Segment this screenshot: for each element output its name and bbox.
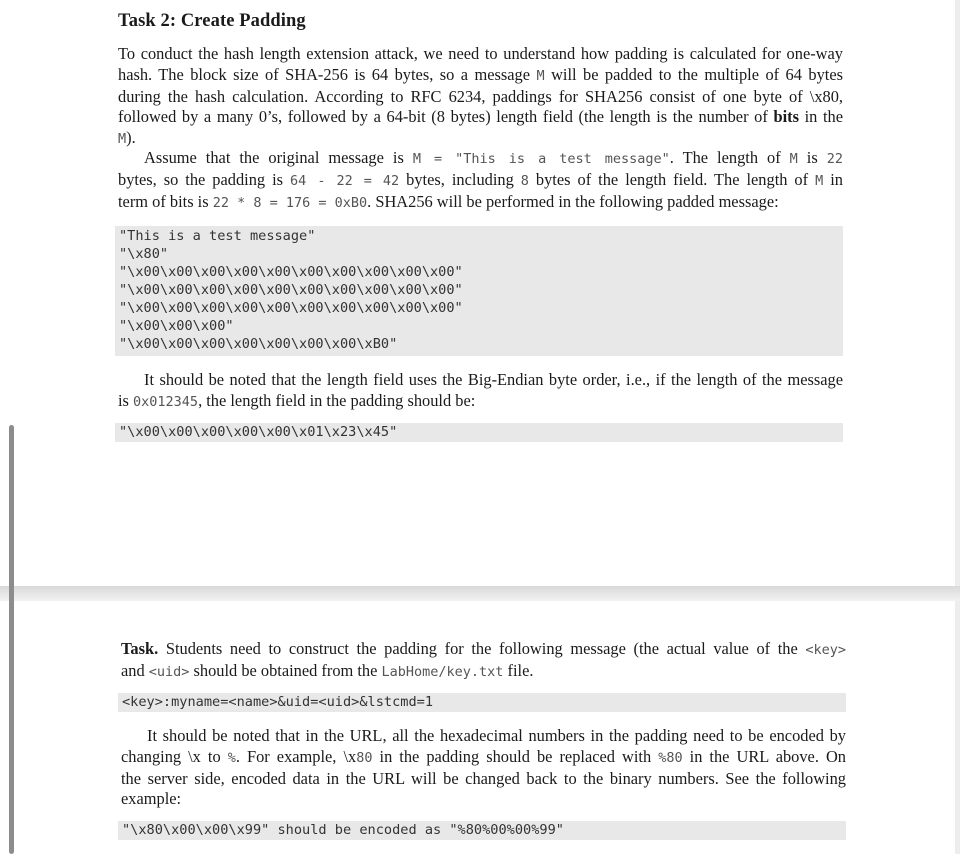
text-line: and <uid> should be obtained from the LabHome/key.txt file. bbox=[121, 660, 534, 680]
text-line: during the hash calculation. According to RFC 6234, paddings for SHA256 consist of one byte of \x80, bbox=[118, 86, 843, 106]
text-line: It should be noted that the length field uses the Big-Endian byte order, i.e., if the length of the message bbox=[144, 370, 843, 389]
code-block-padded-message bbox=[115, 226, 843, 356]
code-line: <key>:myname=<name>&uid=<uid>&lstcmd=1 bbox=[122, 694, 433, 710]
code-line: "\x00\x00\x00\x00\x00\x01\x23\x45" bbox=[119, 424, 398, 440]
code-line: "\x80" bbox=[119, 246, 169, 262]
text-line: Task. Students need to construct the padding for the following message (the actual value of the <key> bbox=[121, 639, 846, 658]
code-block-length-field bbox=[115, 423, 843, 442]
paragraph-task bbox=[121, 639, 846, 683]
text-line: M). bbox=[118, 128, 136, 148]
code-line: "\x00\x00\x00\x00\x00\x00\x00\x00\x00\x00" bbox=[119, 282, 463, 298]
paragraph-url-encoding bbox=[121, 726, 846, 810]
text-line: changing \x to %. For example, \x80 in the padding should be replaced with %80 in the URL above. On bbox=[121, 746, 847, 766]
text-line: is 0x012345, the length field in the padding should be: bbox=[118, 390, 476, 410]
text-line: Assume that the original message is M = "This is a test message". The length of M is 22 bbox=[144, 148, 843, 167]
text-line: followed by a many 0’s, followed by a 64-bit (8 bytes) length field (the length is the number of bits in the bbox=[118, 107, 843, 127]
text-line: the server side, encoded data in the URL will be changed back to the binary numbers. See the following bbox=[121, 768, 846, 788]
document-page-2 bbox=[0, 601, 955, 854]
text-line: hash. The block size of SHA-256 is 64 bytes, so a message M will be padded to the multiple of 64 bytes bbox=[118, 64, 843, 84]
code-line: "This is a test message" bbox=[119, 228, 316, 244]
code-line: "\x00\x00\x00\x00\x00\x00\x00\xB0" bbox=[119, 336, 398, 352]
code-line: "\x00\x00\x00" bbox=[119, 318, 234, 334]
text-line: example: bbox=[121, 789, 182, 809]
paragraph-padding-intro bbox=[118, 44, 843, 150]
text-line: To conduct the hash length extension attack, we need to understand how padding is calculated for one-way bbox=[118, 44, 843, 63]
text-line: bytes, so the padding is 64 - 22 = 42 bytes, including 8 bytes of the length field. The length of M in bbox=[118, 169, 843, 189]
text-line: term of bits is 22 * 8 = 176 = 0xB0. SHA256 will be performed in the following padded message: bbox=[118, 191, 779, 211]
text-line: It should be noted that in the URL, all the hexadecimal numbers in the padding need to be encoded by bbox=[147, 726, 846, 745]
code-block-encoding-example bbox=[118, 821, 846, 840]
scrollbar-thumb[interactable] bbox=[9, 425, 14, 854]
code-block-message bbox=[118, 693, 846, 712]
code-line: "\x80\x00\x00\x99" should be encoded as "%80%00%00%99" bbox=[122, 822, 564, 838]
code-line: "\x00\x00\x00\x00\x00\x00\x00\x00\x00\x00" bbox=[119, 264, 463, 280]
paragraph-example-message bbox=[118, 148, 843, 213]
page-separator bbox=[0, 586, 960, 601]
code-line: "\x00\x00\x00\x00\x00\x00\x00\x00\x00\x00" bbox=[119, 300, 463, 316]
section-heading: Task 2: Create Padding bbox=[118, 11, 306, 31]
paragraph-big-endian bbox=[118, 370, 843, 413]
